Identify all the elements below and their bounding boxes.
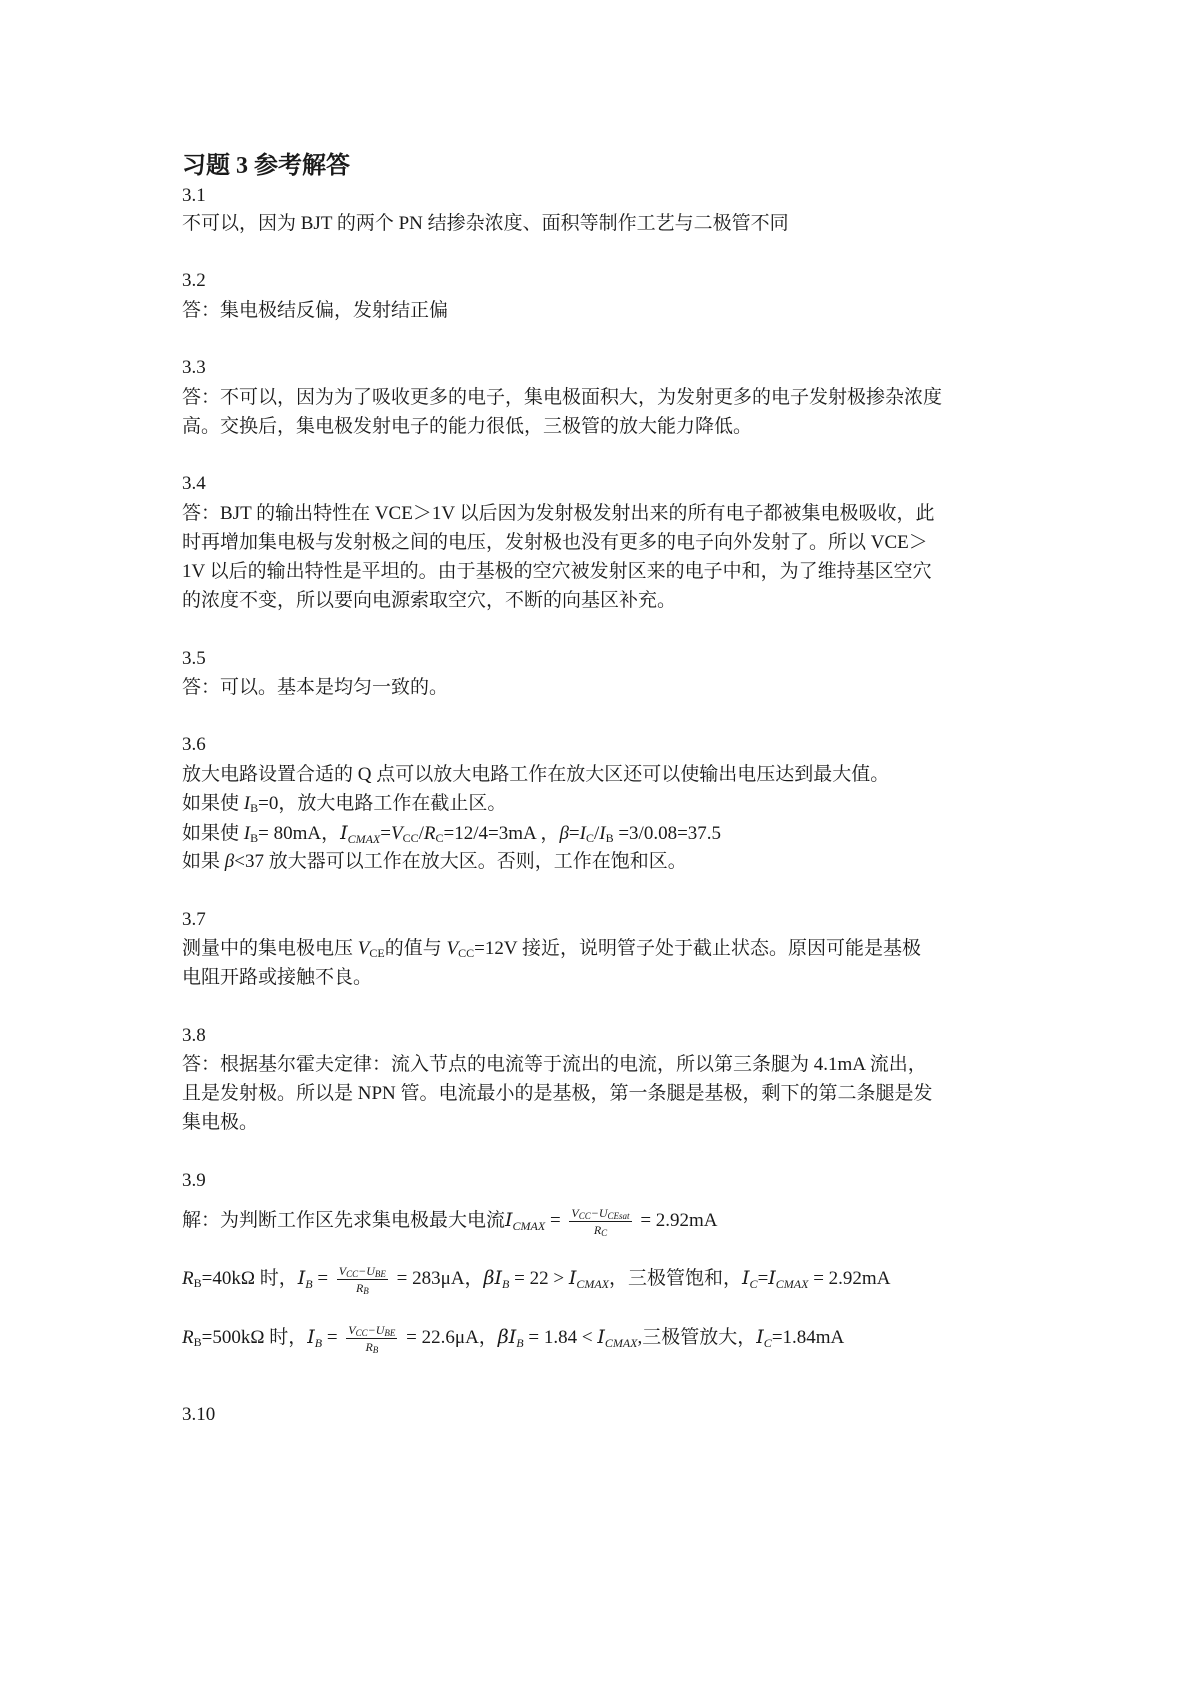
fraction: $\frac{V_{CC}-U_{BE}}{R_B}$	[348, 1323, 396, 1356]
answer-text: 放大电路设置合适的 Q 点可以放大电路工作在放大区还可以使输出电压达到最大值。	[182, 764, 890, 785]
answer-text: 测量中的集电极电压 $V_{CE}$的值与 $V_{CC}=12V$ 接近，说明管子处于截止状态。原因可能是基极	[182, 938, 921, 960]
answer-text: 答：集电极结反偏，发射结正偏	[182, 300, 449, 321]
answer-text: 如果 β<37 放大器可以工作在放大区。否则，工作在饱和区。	[182, 851, 687, 872]
answer-formula: 解：为判断工作区先求集电极最大电流$I_{CMAX}$ = $\frac{V_{CC}-U_{CEsat}}{R_C}$ = 2.92mA	[182, 1206, 718, 1239]
answer-text: 且是发射极。所以是 NPN 管。电流最小的是基极，第一条腿是基极，剩下的第二条腿是发	[182, 1083, 933, 1104]
question-number: 3.5	[182, 648, 206, 669]
question-number: 3.10	[182, 1404, 216, 1425]
question-number: 3.9	[182, 1170, 206, 1191]
answer-text: 答：不可以，因为为了吸收更多的电子，集电极面积大，为发射更多的电子发射极掺杂浓度	[182, 387, 943, 408]
answer-text: 集电极。	[182, 1112, 259, 1133]
answer-formula: $R_B=500k\Omega$ 时，$I_B$ = $\frac{V_{CC}-U_{BE}}{R_B}$ = 22.6μA，$\beta I_B = 1.84 < I_{CMAX}$,三极管放大，$I_C=1.84mA$	[182, 1323, 845, 1356]
answer-text: 的浓度不变，所以要向电源索取空穴，不断的向基区补充。	[182, 590, 677, 611]
question-number: 3.3	[182, 357, 206, 378]
answer-text: 时再增加集电极与发射极之间的电压，发射极也没有更多的电子向外发射了。所以 VCE＞	[182, 532, 928, 553]
answer-text: 1V 以后的输出特性是平坦的。由于基极的空穴被发射区来的电子中和，为了维持基区空穴	[182, 561, 932, 582]
question-number: 3.8	[182, 1025, 206, 1046]
question-number: 3.7	[182, 909, 206, 930]
fraction: $\frac{V_{CC}-U_{CEsat}}{R_C}$	[571, 1206, 630, 1239]
answer-text: 不可以，因为 BJT 的两个 PN 结掺杂浓度、面积等制作工艺与二极管不同	[182, 213, 789, 234]
question-number: 3.6	[182, 734, 206, 755]
question-number: 3.4	[182, 473, 206, 494]
question-number: 3.2	[182, 270, 206, 291]
answer-text: 高。交换后，集电极发射电子的能力很低，三极管的放大能力降低。	[182, 416, 753, 437]
fraction: $\frac{V_{CC}-U_{BE}}{R_B}$	[338, 1264, 386, 1297]
answer-text: 如果使 $I_B= 80mA$，$I_{CMAX}=V_{CC}/R_C=12/4=3mA$ ，$\beta=I_C/I_B =3/0.08=37.5$	[182, 822, 722, 846]
question-number: 3.1	[182, 185, 206, 206]
answer-text: 答：BJT 的输出特性在 VCE＞1V 以后因为发射极发射出来的所有电子都被集电极吸收，此	[182, 503, 935, 524]
answer-text: 如果使 $I_B=0$，放大电路工作在截止区。	[182, 793, 507, 815]
answer-text: 答：可以。基本是均匀一致的。	[182, 677, 449, 698]
page-title: 习题 3 参考解答	[182, 153, 350, 179]
answer-formula: $R_B=40k\Omega$ 时，$I_B$ = $\frac{V_{CC}-U_{BE}}{R_B}$ = 283μA，$\beta I_B = 22 > I_{CMAX}$，三极管饱和，$I_C=I_{CMAX} = 2.92mA$	[182, 1264, 891, 1297]
answer-text: 答：根据基尔霍夫定律：流入节点的电流等于流出的电流，所以第三条腿为 4.1mA 流出，	[182, 1054, 927, 1075]
answer-text: 电阻开路或接触不良。	[182, 967, 373, 988]
